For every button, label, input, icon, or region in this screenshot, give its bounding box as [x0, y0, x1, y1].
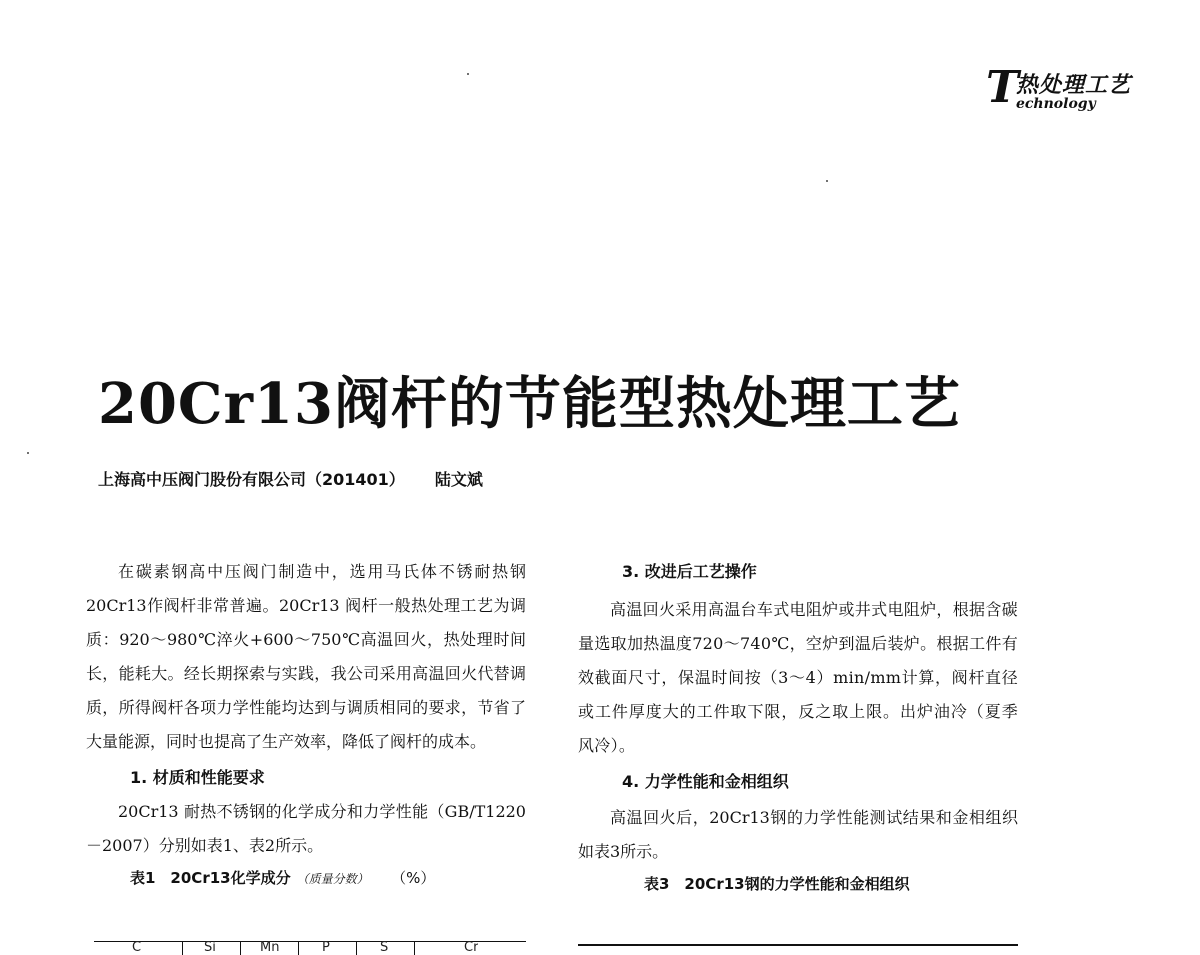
table-divider: [240, 941, 241, 955]
section-4-heading: 4. 力学性能和金相组织: [622, 772, 789, 791]
section-mark: [986, 62, 1176, 122]
table-1-note: （质量分数）: [296, 872, 369, 886]
left-column: [86, 555, 526, 888]
intro-paragraph: 在碳素钢高中压阀门制造中，选用马氏体不锈耐热钢20Cr13作阀杆非常普遍。20Cr13 阀杆一般热处理工艺为调质：920～980℃淬火+600～750℃高温回火，热处理时间长，能耗大。经长期探索与实践，我公司采用高温回火代替调质，所得阀杆各项力学性能均达到与调质相同的要求，节省了大量能源，同时也提高了生产效率，降低了阀杆的成本。: [86, 562, 526, 751]
author: 陆文斌: [434, 470, 483, 489]
table-1-header-cell: S: [380, 941, 389, 955]
table-1-top-rule: [94, 941, 526, 942]
table-divider: [414, 941, 415, 955]
table-1-stub: [94, 941, 526, 955]
section-letter: T: [986, 62, 1019, 113]
scan-speck: [27, 452, 29, 454]
table-1-header-cell: Mn: [260, 941, 280, 955]
table-divider: [182, 941, 183, 955]
section-title-cn: 热处理工艺: [1016, 72, 1132, 98]
table-1-header-cell: P: [322, 941, 330, 955]
scan-speck: [826, 180, 828, 182]
section-3-heading: 3. 改进后工艺操作: [622, 562, 757, 581]
scan-speck: [467, 73, 469, 75]
table-1-header-cell: C: [132, 941, 142, 955]
table-1-header-cell: Si: [204, 941, 216, 955]
section-3-paragraph: 高温回火采用高温台车式电阻炉或井式电阻炉，根据含碳量选取加热温度720～740℃，空炉到温后装炉。根据工件有效截面尺寸，保温时间按（3～4）min/mm计算，阀杆直径或工件厚度大的工件取下限，反之取上限。出炉油冷（夏季风冷）。: [578, 600, 1018, 755]
table-1-unit: （%）: [398, 869, 436, 887]
affiliation: 上海高中压阀门股份有限公司（201401）: [98, 470, 405, 489]
section-1-heading: 1. 材质和性能要求: [130, 768, 265, 787]
right-column: [578, 555, 1018, 894]
article-title: 20Cr13阀杆的节能型热处理工艺: [98, 370, 961, 437]
section-4-paragraph: 高温回火后，20Cr13钢的力学性能测试结果和金相组织如表3所示。: [578, 808, 1018, 861]
table-1-title: 表1 20Cr13化学成分: [130, 869, 291, 887]
byline: [98, 467, 483, 490]
table-3-caption: 表3 20Cr13钢的力学性能和金相组织: [644, 875, 910, 893]
table-3-top-rule: [578, 944, 1018, 946]
table-1-header-cell: Cr: [464, 941, 479, 955]
table-divider: [298, 941, 299, 955]
table-divider: [356, 941, 357, 955]
section-title-en: echnology: [1016, 96, 1096, 112]
table-3-stub: [578, 944, 1018, 952]
table-1-caption: [86, 867, 526, 888]
section-1-paragraph: 20Cr13 耐热不锈钢的化学成分和力学性能（GB/T1220－2007）分别如表1、表2所示。: [86, 802, 526, 855]
